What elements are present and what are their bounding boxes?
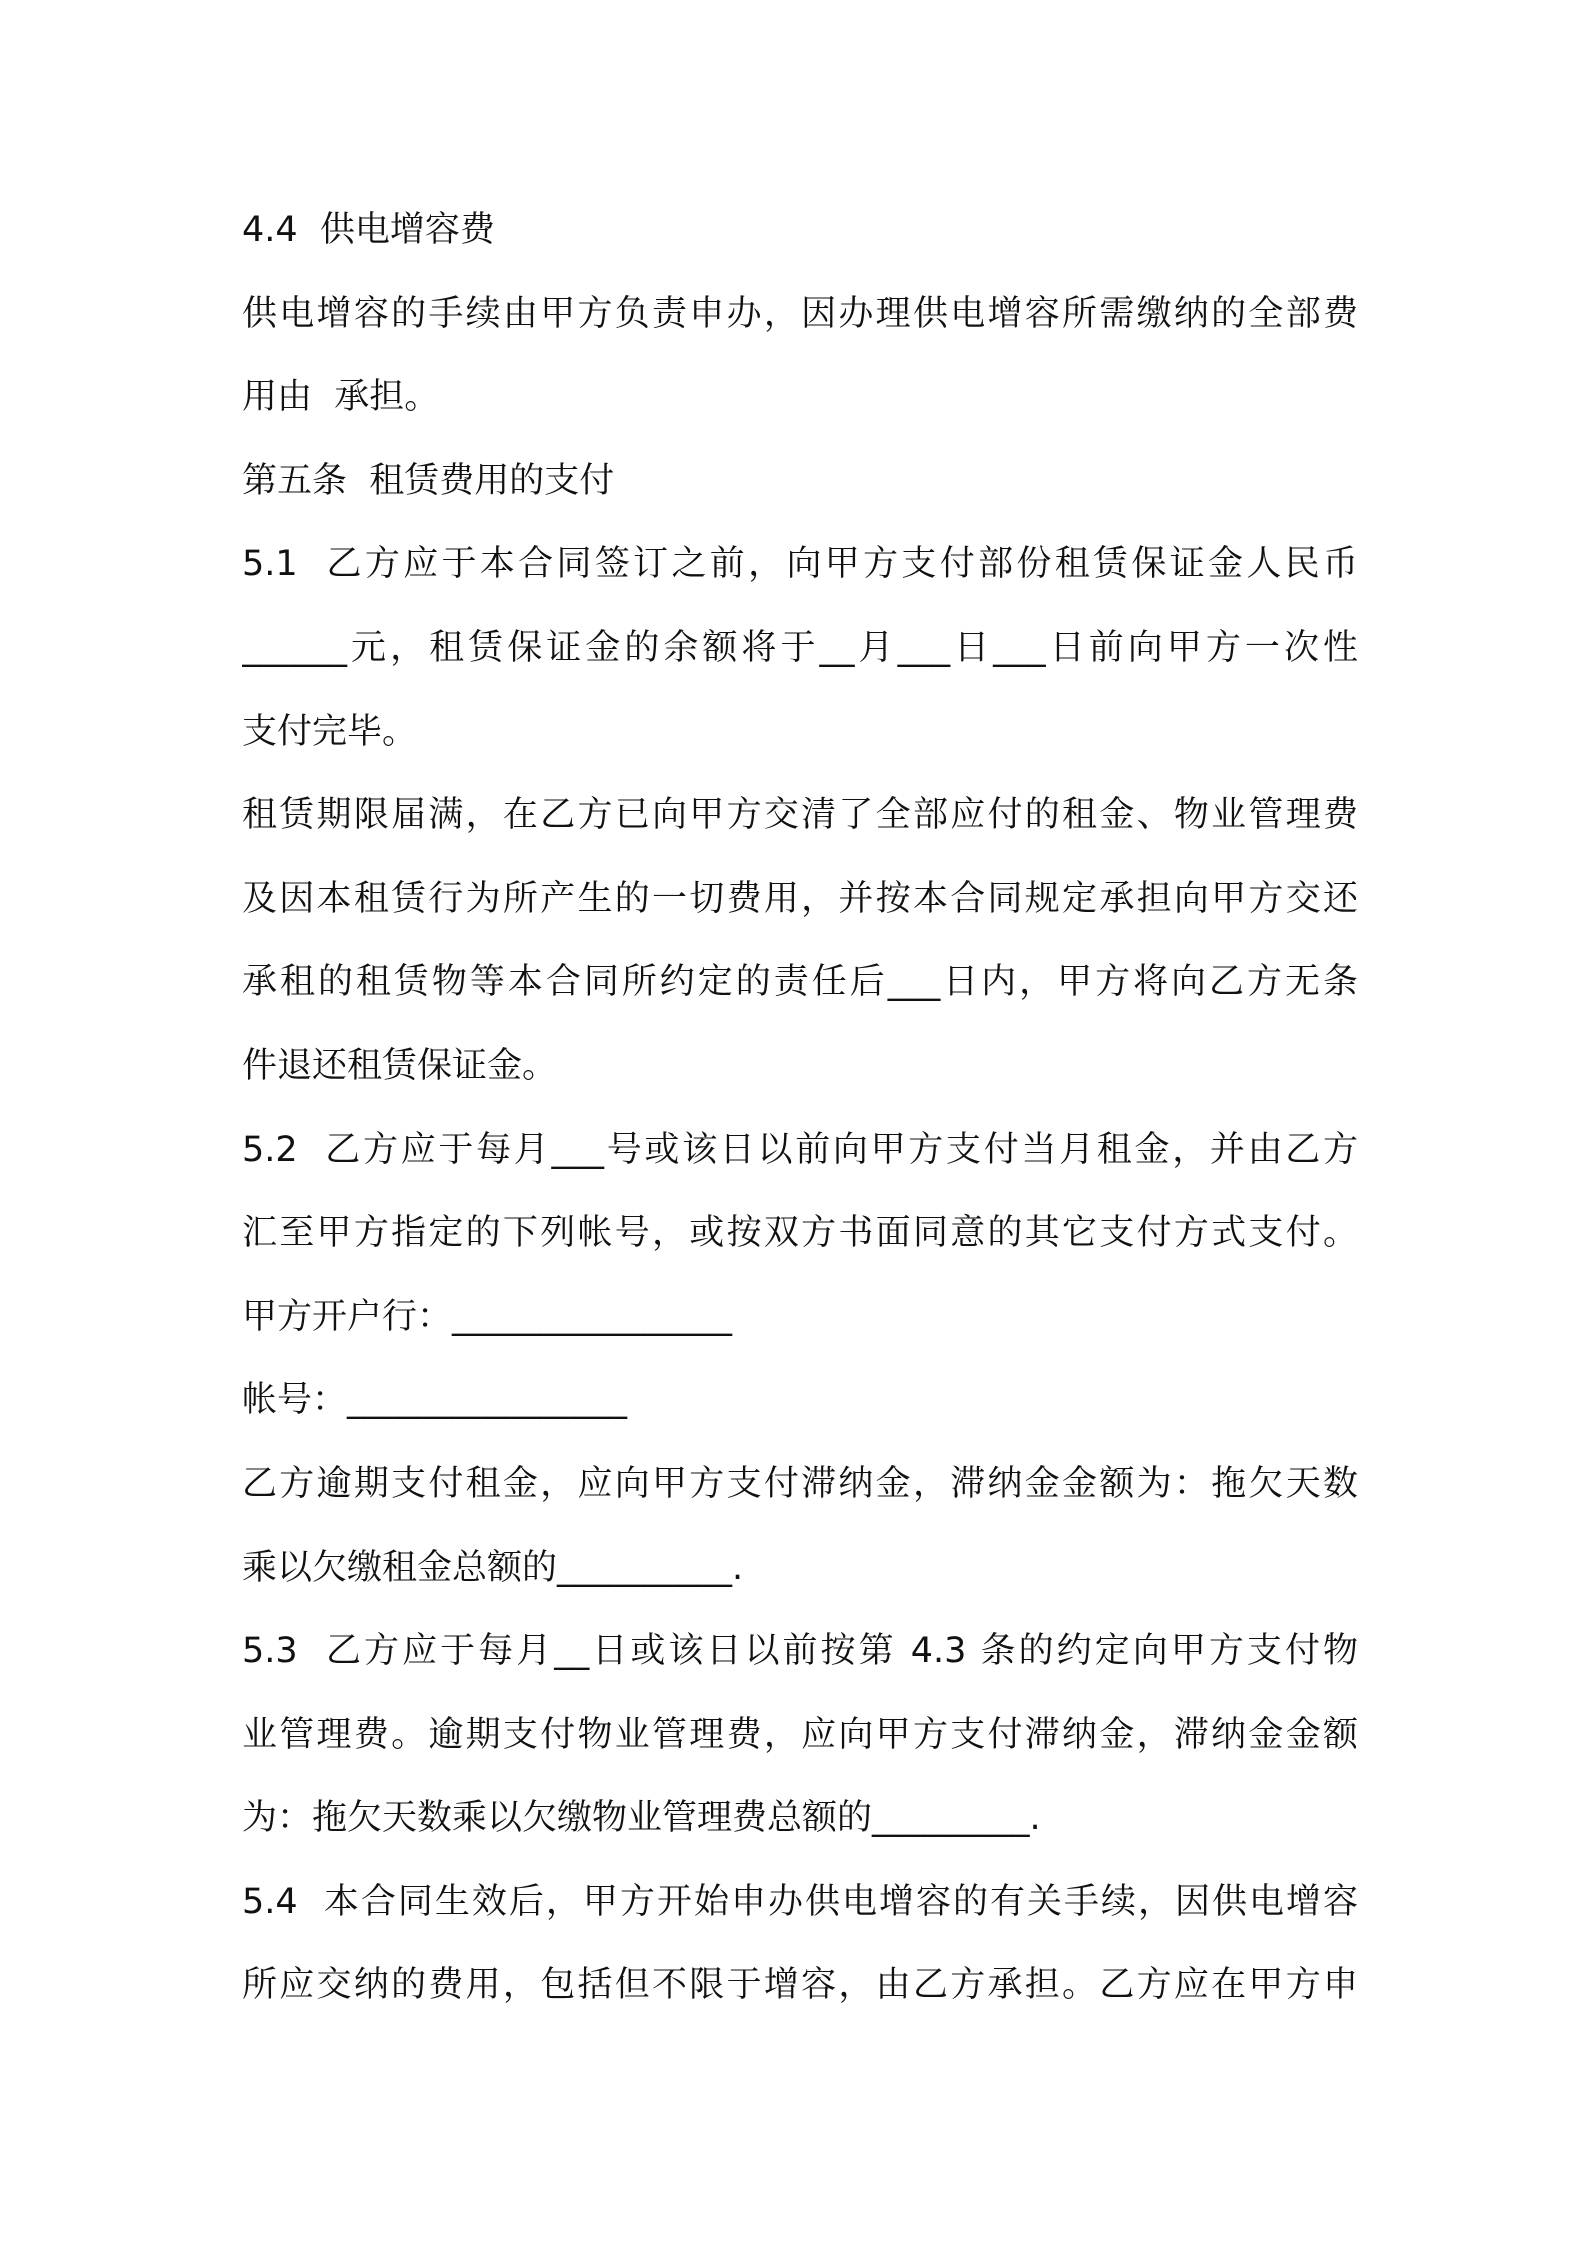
clause-5-3-line: 业管理费。逾期支付物业管理费，应向甲方支付滞纳金，滞纳金金额 bbox=[242, 1714, 1358, 1755]
article-heading-5: 第五条 租赁费用的支付 bbox=[242, 460, 615, 501]
paragraph-line: 用由 承担。 bbox=[242, 377, 440, 418]
clause-5-3-line: 为：拖欠天数乘以欠缴物业管理费总额的_________. bbox=[242, 1798, 1041, 1839]
account-number-blank: 帐号：________________ bbox=[242, 1380, 628, 1421]
paragraph-line: 租赁期限届满，在乙方已向甲方交清了全部应付的租金、物业管理费 bbox=[242, 795, 1358, 836]
section-heading-4-4: 4.4 供电增容费 bbox=[242, 210, 495, 250]
clause-5-4-line: 所应交纳的费用，包括但不限于增容，由乙方承担。乙方应在甲方申 bbox=[242, 1965, 1358, 2006]
clause-5-4-line: 5.4 本合同生效后，甲方开始申办供电增容的有关手续，因供电增容 bbox=[242, 1881, 1358, 1922]
paragraph-line: 承租的租赁物等本合同所约定的责任后___日内，甲方将向乙方无条 bbox=[242, 962, 1358, 1003]
paragraph-line: 乙方逾期支付租金，应向甲方支付滞纳金，滞纳金金额为：拖欠天数 bbox=[242, 1463, 1358, 1504]
paragraph-line: 乘以欠缴租金总额的__________. bbox=[242, 1547, 744, 1588]
clause-5-1-line: 5.1 乙方应于本合同签订之前，向甲方支付部份租赁保证金人民币 bbox=[242, 544, 1358, 585]
clause-5-2-line: 5.2 乙方应于每月___号或该日以前向甲方支付当月租金，并由乙方 bbox=[242, 1129, 1358, 1170]
paragraph-line: 件退还租赁保证金。 bbox=[242, 1045, 558, 1086]
clause-5-1-line: ______元，租赁保证金的余额将于__月___日___日前向甲方一次性 bbox=[242, 627, 1358, 668]
bank-name-blank: 甲方开户行：________________ bbox=[242, 1296, 733, 1337]
paragraph-line: 供电增容的手续由甲方负责申办，因办理供电增容所需缴纳的全部费 bbox=[242, 293, 1358, 334]
document-body bbox=[242, 189, 1358, 2028]
clause-5-3-line: 5.3 乙方应于每月__日或该日以前按第 4.3 条的约定向甲方支付物 bbox=[242, 1631, 1358, 1672]
clause-5-1-line: 支付完毕。 bbox=[242, 711, 418, 752]
paragraph-line: 及因本租赁行为所产生的一切费用，并按本合同规定承担向甲方交还 bbox=[242, 878, 1358, 919]
clause-5-2-line: 汇至甲方指定的下列帐号，或按双方书面同意的其它支付方式支付。 bbox=[242, 1213, 1358, 1254]
